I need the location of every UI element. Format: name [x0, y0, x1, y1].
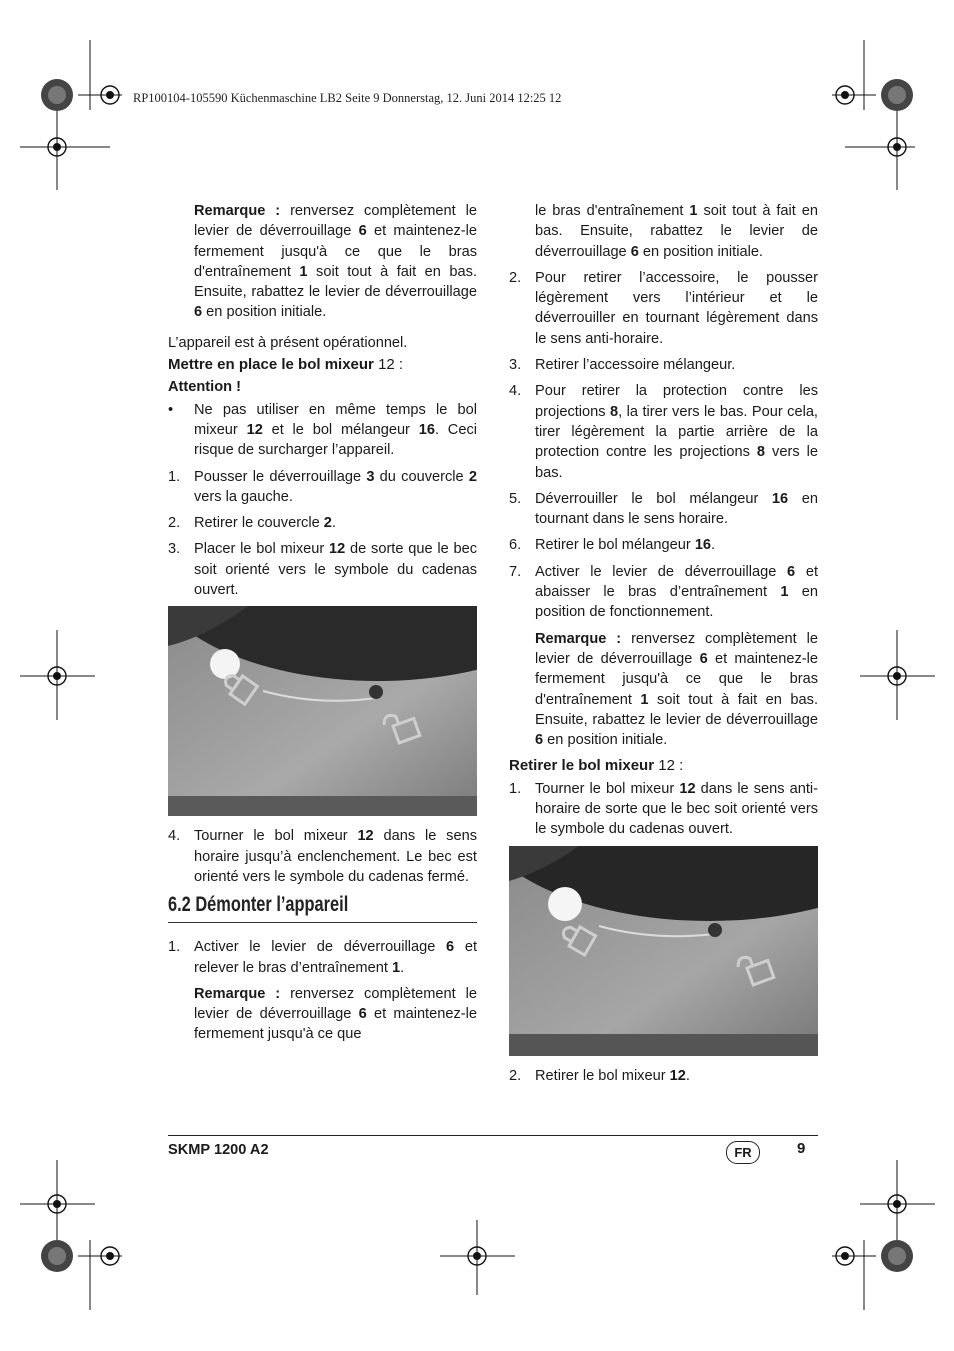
- footer-rule: [168, 1135, 818, 1136]
- list-item: 2. Pour retirer l’accessoire, le pousser légèrement vers l’intérieur et le déverrouiller en tournant légèrement dans le sens anti-horaire.: [509, 269, 818, 347]
- list-item: 1. Tourner le bol mixeur 12 dans le sens anti-horaire de sorte que le bec soit orienté vers le symbole du cadenas ouvert.: [509, 780, 818, 838]
- list-item: 1. Activer le levier de déverrouillage 6 et relever le bras d’entraînement 1.: [168, 939, 478, 976]
- note-continuation: le bras d'entraînement 1 soit tout à fait en bas. Ensuite, rabattez le levier de déverrouillage 6 en position initiale.: [535, 203, 818, 260]
- section-rule: [168, 922, 477, 923]
- list-item: 3. Retirer l’accessoire mélangeur.: [509, 357, 736, 374]
- list-item: 3. Placer le bol mixeur 12 de sorte que le bec soit orienté vers le symbole du cadenas ouvert.: [168, 541, 478, 599]
- section-title: 6.2 Démonter l’appareil: [168, 893, 349, 917]
- list-item: 4. Tourner le bol mixeur 12 dans le sens horaire jusqu’à enclenchement. Le bec est orienté vers le symbole du cadenas fermé.: [168, 828, 477, 885]
- page-number: 9: [797, 1140, 806, 1157]
- language-badge: FR: [726, 1141, 760, 1164]
- note-paragraph: Remarque : renversez complètement le levier de déverrouillage 6 et maintenez-le fermement jusqu'à ce que le bras d'entraînement 1 soit tout à fait en bas. Ensuite, rabattez le levier de déverrouillage 6 en position initiale.: [535, 630, 819, 749]
- heading-mount-bowl: Mettre en place le bol mixeur 12 :: [168, 356, 404, 374]
- heading-remove-bowl: Retirer le bol mixeur 12 :: [509, 757, 684, 775]
- print-slug: RP100104-105590 Küchenmaschine LB2 Seite 9 Donnerstag, 12. Juni 2014 12:25 12: [133, 91, 562, 105]
- footer-model: SKMP 1200 A2: [168, 1142, 269, 1158]
- list-item: 4. Pour retirer la protection contre les projections 8, la tirer vers le bas. Pour cela, tirer légèrement la partie arrière de la protection contre les projections 8 vers le bas.: [509, 383, 818, 481]
- left-column: [168, 201, 477, 1051]
- list-item: 5. Déverrouiller le bol mélangeur 16 en tournant dans le sens horaire.: [509, 490, 818, 528]
- right-column: [509, 201, 818, 1092]
- list-item: 7. Activer le levier de déverrouillage 6 et abaisser le bras d’entraînement 1 en position de fonctionnement.: [509, 563, 819, 621]
- warning-bullet: • Ne pas utiliser en même temps le bol mixeur 12 et le bol mélangeur 16. Ceci risque de surcharger l’appareil.: [168, 401, 477, 459]
- attention-label: Attention !: [168, 379, 241, 396]
- list-item: 2. Retirer le couvercle 2.: [168, 515, 336, 532]
- list-item: 6. Retirer le bol mélangeur 16.: [509, 537, 716, 554]
- photo-lock-symbols-open: [168, 606, 477, 816]
- ready-text: L’appareil est à présent opérationnel.: [168, 334, 408, 351]
- note-paragraph: Remarque : renversez complètement le levier de déverrouillage 6 et maintenez-le fermement jusqu'à ce que: [194, 985, 477, 1043]
- photo-lock-symbols: [509, 846, 818, 1056]
- list-item: 1. Pousser le déverrouillage 3 du couvercle 2 vers la gauche.: [168, 468, 477, 505]
- note-paragraph: Remarque : renversez complètement le levier de déverrouillage 6 et maintenez-le fermement jusqu'à ce que le bras d'entraînement 1 soit tout à fait en bas. Ensuite, rabattez le levier de déverrouillage 6 en position initiale.: [194, 203, 478, 321]
- list-item: 2. Retirer le bol mixeur 12.: [509, 1067, 690, 1084]
